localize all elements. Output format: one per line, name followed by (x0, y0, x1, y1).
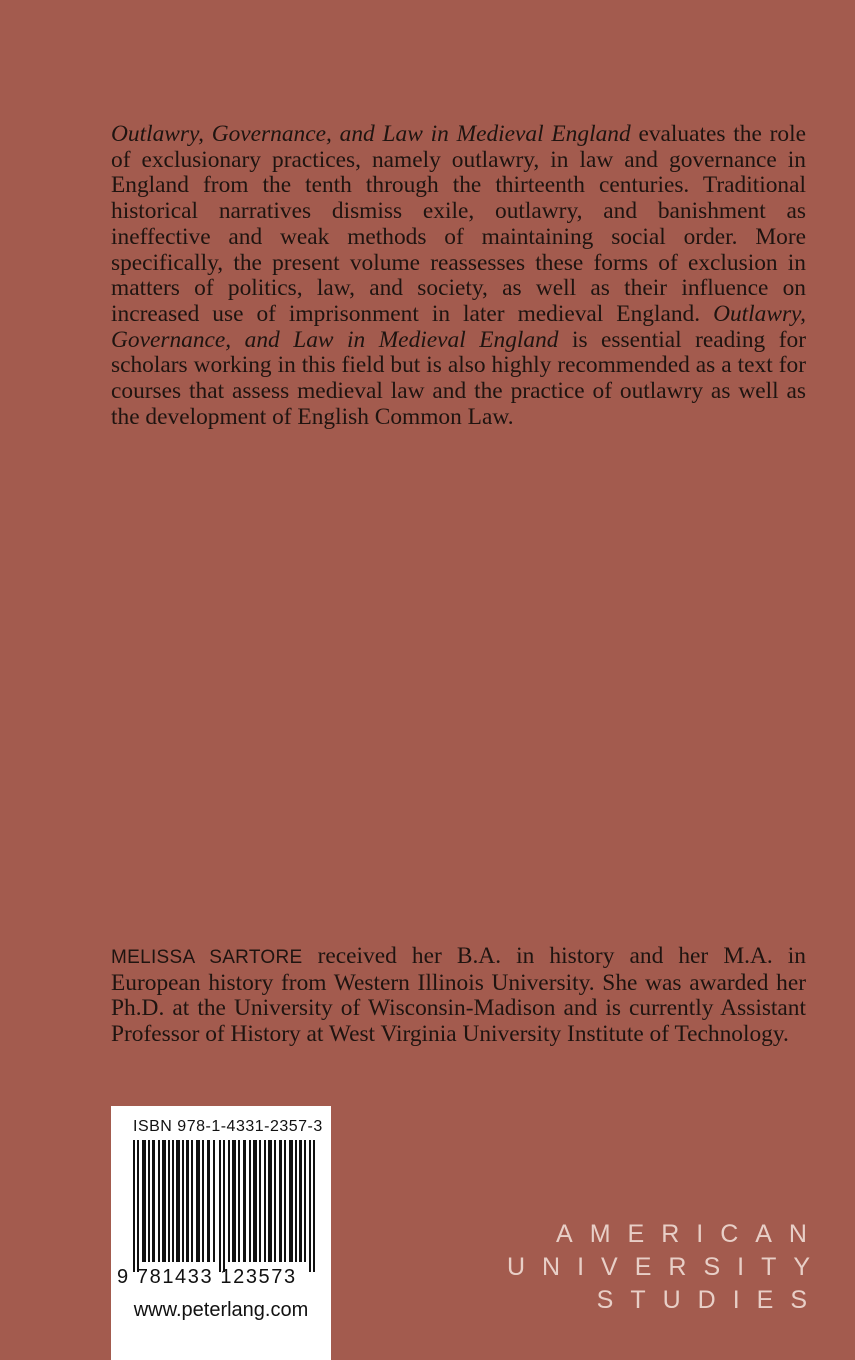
publisher-url: www.peterlang.com (133, 1299, 309, 1321)
series-line-3: STUDIES (596, 1286, 824, 1314)
book-title-italic-2: Outlawry, Governance, and Law in Medieval England (111, 300, 806, 353)
barcode-number: 9 781433 123573 (117, 1266, 297, 1288)
barcode-box (111, 1106, 331, 1360)
barcode-icon (131, 1140, 315, 1272)
series-name (507, 1218, 828, 1317)
series-line-1: AMERICAN (556, 1220, 824, 1248)
blurb-text-1: evaluates the role of exclusionary practices, namely outlawry, in law and governance in England from the tenth through the thirteenth centuries. Traditional historical narratives dismiss exile, outlawry, and banishment as ineffective and weak methods of maintaining social order. More specifically, the present volume reassesses these forms of exclusion in matters of politics, law, and society, as well as their influence on increased use of imprisonment in later medieval England. (111, 121, 806, 327)
book-title-italic: Outlawry, Governance, and Law in Medieval England (111, 121, 631, 147)
isbn-label: ISBN 978-1-4331-2357-3 (133, 1118, 323, 1135)
author-bio-text: received her B.A. in history and her M.A. in European history from Western Illinois University. She was awarded her Ph.D. at the University of Wisconsin-Madison and is currently Assistant Professor of History at West Virginia University Institute of Technology. (111, 943, 806, 1048)
author-name: MELISSA SARTORE (111, 947, 303, 968)
blurb-text-2: is essential reading for scholars working in this field but is also highly recommended as a text for courses that assess medieval law and the practice of outlawry as well as the development of English Common Law. (111, 326, 806, 430)
series-line-2: UNIVERSITY (507, 1253, 828, 1281)
back-cover-blurb (111, 122, 806, 430)
author-bio (111, 944, 806, 1048)
